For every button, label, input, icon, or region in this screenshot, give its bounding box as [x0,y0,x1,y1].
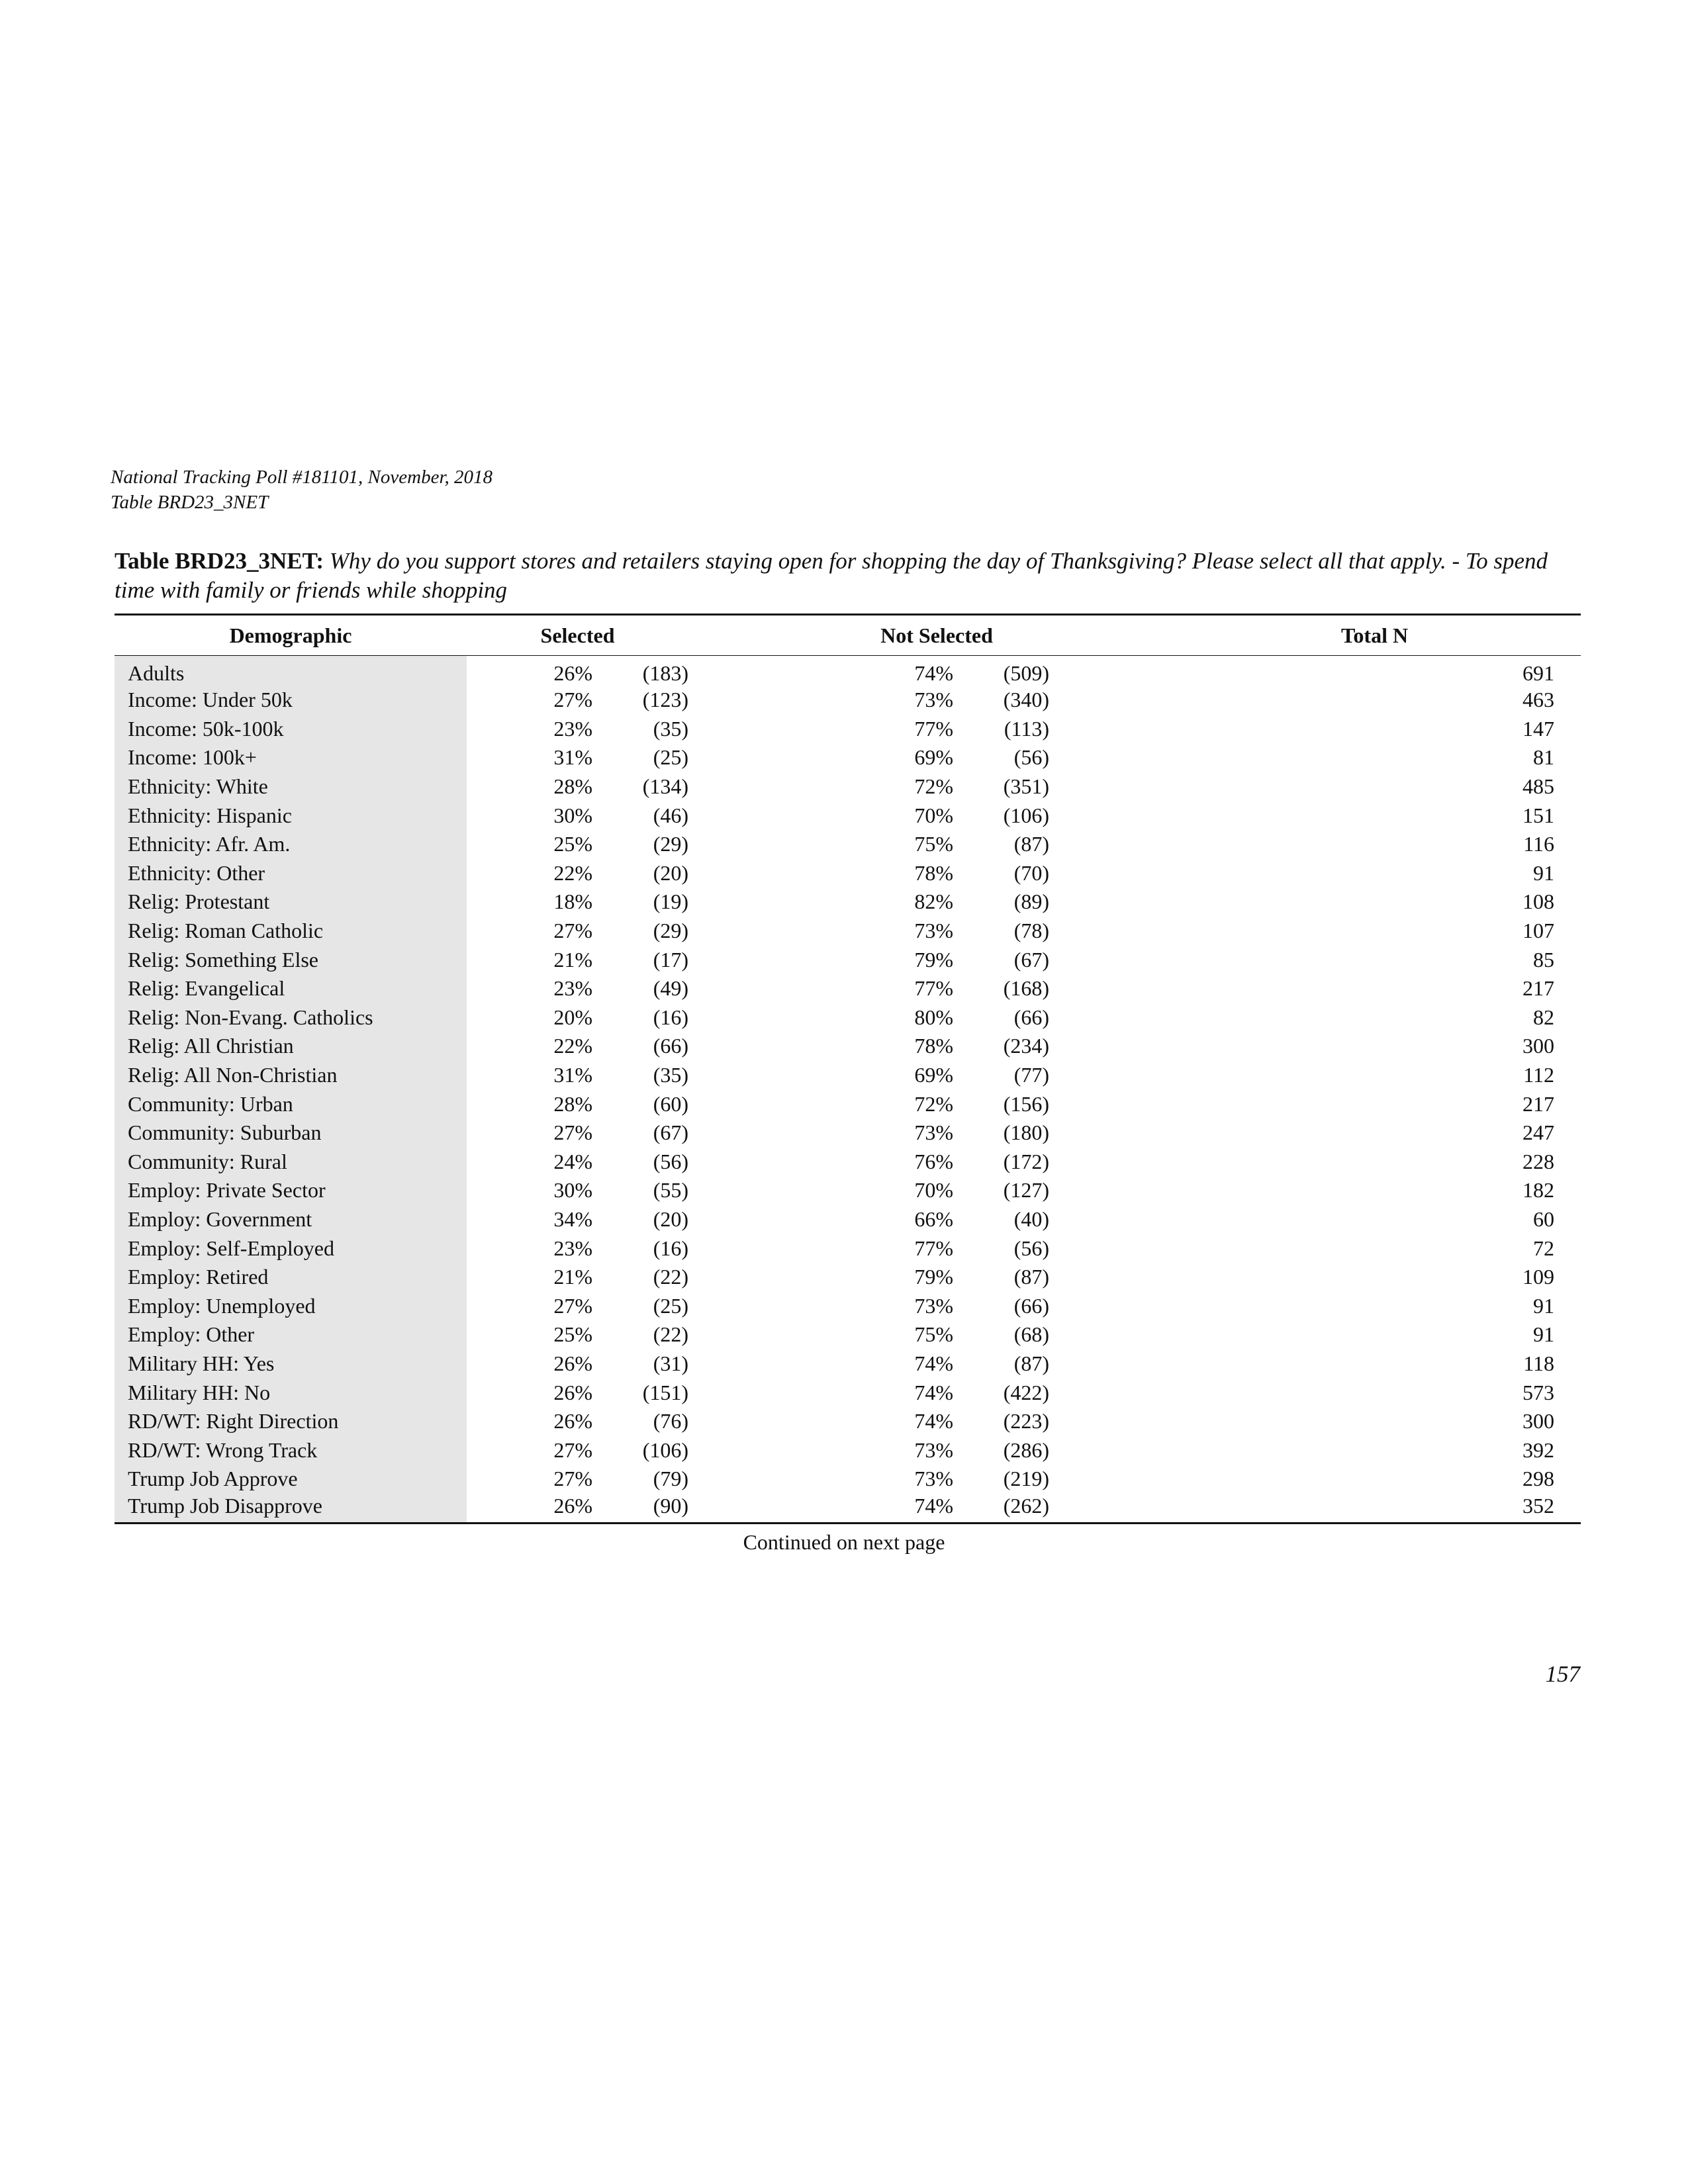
row-label: Ethnicity: White [115,772,467,801]
col-header-total: Total N [1049,615,1581,656]
not-selected-count: (78) [1013,919,1050,943]
selected-pct: 27% [553,1120,592,1145]
not-selected-count: (40) [1013,1206,1050,1231]
not-selected-pct: 79% [914,947,954,972]
total-n: 81 [1533,745,1555,770]
not-selected-count: (180) [1003,1120,1050,1145]
total-n: 118 [1523,1351,1555,1375]
row-label: Community: Suburban [115,1118,467,1148]
total-n: 217 [1523,1091,1555,1116]
not-selected-pct: 75% [914,832,954,856]
row-label: Adults [115,656,467,686]
not-selected-count: (68) [1013,1322,1050,1347]
total-n: 112 [1523,1063,1555,1087]
selected-pct: 31% [553,745,592,770]
table-row [115,1061,1581,1090]
total-n: 91 [1533,1322,1555,1347]
selected-count: (20) [653,1206,689,1231]
table-row [115,1089,1581,1118]
not-selected-count: (340) [1003,688,1050,712]
selected-count: (19) [653,889,689,914]
not-selected-count: (234) [1003,1034,1050,1058]
selected-count: (35) [653,716,689,741]
selected-count: (25) [653,745,689,770]
selected-pct: 24% [553,1149,592,1173]
table-row [115,1349,1581,1379]
not-selected-count: (70) [1013,860,1050,885]
selected-count: (31) [653,1351,689,1375]
not-selected-pct: 78% [914,1034,954,1058]
row-label: Ethnicity: Hispanic [115,801,467,830]
not-selected-pct: 69% [914,745,954,770]
selected-pct: 26% [553,661,592,685]
total-n: 182 [1523,1178,1555,1203]
total-n: 352 [1523,1493,1555,1518]
total-n: 463 [1523,688,1555,712]
total-n: 85 [1533,947,1555,972]
table-row [115,1465,1581,1494]
selected-count: (123) [642,688,689,712]
table-id: Table BRD23_3NET [111,492,269,513]
total-n: 60 [1533,1206,1555,1231]
table-header-row [115,615,1581,656]
selected-pct: 23% [553,976,592,1001]
total-n: 300 [1523,1034,1555,1058]
col-header-selected: Selected [467,615,688,656]
row-label: RD/WT: Wrong Track [115,1435,467,1465]
caption-question: Why do you support stores and retailers staying open for shopping the day of Thanksgiving? Please select all that apply. - To spend time with family or friends while shopping [115,548,1548,603]
total-n: 108 [1523,889,1555,914]
selected-pct: 22% [553,1034,592,1058]
not-selected-count: (67) [1013,947,1050,972]
selected-pct: 18% [553,889,592,914]
selected-pct: 25% [553,1322,592,1347]
table-row [115,974,1581,1003]
table-row [115,1032,1581,1061]
table-row [115,1378,1581,1407]
total-n: 72 [1533,1236,1555,1260]
total-n: 228 [1523,1149,1555,1173]
total-n: 116 [1523,832,1555,856]
table-row [115,772,1581,801]
not-selected-pct: 69% [914,1063,954,1087]
not-selected-count: (422) [1003,1380,1050,1404]
row-label: Relig: Something Else [115,945,467,974]
selected-pct: 30% [553,803,592,827]
total-n: 300 [1523,1409,1555,1433]
row-label: Employ: Government [115,1205,467,1234]
selected-pct: 27% [553,1437,592,1462]
not-selected-pct: 78% [914,860,954,885]
not-selected-pct: 80% [914,1005,954,1029]
total-n: 82 [1533,1005,1555,1029]
selected-count: (29) [653,832,689,856]
not-selected-pct: 79% [914,1265,954,1289]
not-selected-count: (286) [1003,1437,1050,1462]
total-n: 573 [1523,1380,1555,1404]
table-row [115,1205,1581,1234]
not-selected-pct: 74% [914,1409,954,1433]
not-selected-count: (127) [1003,1178,1050,1203]
not-selected-pct: 66% [914,1206,954,1231]
total-n: 298 [1523,1467,1555,1491]
selected-count: (183) [642,661,689,685]
row-label: Income: 100k+ [115,743,467,772]
not-selected-pct: 73% [914,1120,954,1145]
row-label: Community: Rural [115,1148,467,1177]
not-selected-count: (87) [1013,1351,1050,1375]
selected-count: (35) [653,1063,689,1087]
crosstab-table [115,614,1581,1522]
not-selected-pct: 70% [914,1178,954,1203]
col-header-not-selected: Not Selected [688,615,1049,656]
not-selected-count: (219) [1003,1467,1050,1491]
selected-pct: 25% [553,832,592,856]
table-row [115,656,1581,686]
not-selected-count: (172) [1003,1149,1050,1173]
row-label: Employ: Self-Employed [115,1234,467,1263]
selected-count: (106) [642,1437,689,1462]
selected-pct: 27% [553,688,592,712]
table-row [115,1176,1581,1205]
continued-note: Continued on next page [743,1530,945,1554]
row-label: Income: Under 50k [115,686,467,715]
not-selected-count: (66) [1013,1293,1050,1318]
selected-count: (17) [653,947,689,972]
not-selected-pct: 74% [914,1351,954,1375]
row-label: Military HH: No [115,1378,467,1407]
selected-pct: 31% [553,1063,592,1087]
crosstab-table-wrapper [115,614,1581,1524]
not-selected-count: (66) [1013,1005,1050,1029]
not-selected-count: (87) [1013,832,1050,856]
selected-pct: 34% [553,1206,592,1231]
total-n: 109 [1523,1265,1555,1289]
row-label: RD/WT: Right Direction [115,1407,467,1436]
table-row [115,1234,1581,1263]
table-row [115,1435,1581,1465]
selected-pct: 27% [553,1467,592,1491]
selected-count: (16) [653,1005,689,1029]
total-n: 151 [1523,803,1555,827]
not-selected-pct: 77% [914,716,954,741]
row-label: Employ: Other [115,1320,467,1349]
row-label: Ethnicity: Afr. Am. [115,830,467,859]
selected-pct: 28% [553,1091,592,1116]
not-selected-pct: 76% [914,1149,954,1173]
selected-count: (46) [653,803,689,827]
selected-pct: 23% [553,1236,592,1260]
selected-pct: 22% [553,860,592,885]
total-n: 107 [1523,919,1555,943]
selected-pct: 21% [553,947,592,972]
not-selected-pct: 72% [914,1091,954,1116]
row-label: Employ: Private Sector [115,1176,467,1205]
selected-count: (55) [653,1178,689,1203]
table-row [115,715,1581,744]
table-row [115,801,1581,830]
not-selected-pct: 73% [914,1437,954,1462]
row-label: Ethnicity: Other [115,859,467,888]
selected-pct: 27% [553,1293,592,1318]
not-selected-count: (89) [1013,889,1050,914]
col-header-demographic: Demographic [115,615,467,656]
not-selected-pct: 73% [914,919,954,943]
selected-count: (151) [642,1380,689,1404]
row-label: Employ: Unemployed [115,1291,467,1320]
table-row [115,686,1581,715]
selected-count: (29) [653,919,689,943]
selected-count: (60) [653,1091,689,1116]
not-selected-count: (156) [1003,1091,1050,1116]
not-selected-count: (87) [1013,1265,1050,1289]
not-selected-count: (351) [1003,774,1050,799]
total-n: 392 [1523,1437,1555,1462]
table-row [115,1291,1581,1320]
table-row [115,1494,1581,1523]
not-selected-pct: 75% [914,1322,954,1347]
selected-count: (49) [653,976,689,1001]
selected-count: (56) [653,1149,689,1173]
selected-count: (76) [653,1409,689,1433]
total-n: 691 [1523,661,1555,685]
selected-pct: 23% [553,716,592,741]
selected-pct: 27% [553,919,592,943]
table-caption [115,547,1581,605]
not-selected-count: (106) [1003,803,1050,827]
row-label: Relig: All Christian [115,1032,467,1061]
table-row [115,1148,1581,1177]
not-selected-count: (77) [1013,1063,1050,1087]
not-selected-pct: 73% [914,688,954,712]
not-selected-pct: 77% [914,1236,954,1260]
row-label: Employ: Retired [115,1263,467,1292]
not-selected-count: (223) [1003,1409,1050,1433]
table-body [115,656,1581,1523]
table-row [115,1003,1581,1032]
row-label: Trump Job Disapprove [115,1494,467,1523]
not-selected-pct: 74% [914,1380,954,1404]
selected-count: (90) [653,1493,689,1518]
row-label: Relig: All Non-Christian [115,1061,467,1090]
selected-count: (79) [653,1467,689,1491]
selected-count: (25) [653,1293,689,1318]
page-number: 157 [1545,1661,1580,1687]
selected-pct: 30% [553,1178,592,1203]
not-selected-count: (56) [1013,1236,1050,1260]
selected-pct: 26% [553,1351,592,1375]
not-selected-pct: 72% [914,774,954,799]
total-n: 247 [1523,1120,1555,1145]
table-row [115,1320,1581,1349]
row-label: Military HH: Yes [115,1349,467,1379]
selected-pct: 26% [553,1380,592,1404]
not-selected-pct: 82% [914,889,954,914]
not-selected-count: (168) [1003,976,1050,1001]
selected-count: (67) [653,1120,689,1145]
selected-count: (20) [653,860,689,885]
not-selected-pct: 74% [914,661,954,685]
not-selected-count: (113) [1004,716,1050,741]
not-selected-pct: 70% [914,803,954,827]
table-row [115,1407,1581,1436]
table-row [115,887,1581,917]
table-row [115,945,1581,974]
poll-title: National Tracking Poll #181101, November, 2018 [111,467,493,488]
not-selected-pct: 77% [914,976,954,1001]
selected-pct: 21% [553,1265,592,1289]
selected-pct: 26% [553,1493,592,1518]
not-selected-count: (262) [1003,1493,1050,1518]
selected-count: (22) [653,1265,689,1289]
selected-count: (66) [653,1034,689,1058]
total-n: 91 [1533,860,1555,885]
table-row [115,743,1581,772]
not-selected-count: (56) [1013,745,1050,770]
row-label: Relig: Roman Catholic [115,917,467,946]
row-label: Community: Urban [115,1089,467,1118]
table-row [115,859,1581,888]
total-n: 147 [1523,716,1555,741]
selected-count: (134) [642,774,689,799]
not-selected-pct: 73% [914,1467,954,1491]
not-selected-pct: 73% [914,1293,954,1318]
total-n: 91 [1533,1293,1555,1318]
row-label: Income: 50k-100k [115,715,467,744]
table-row [115,830,1581,859]
running-header [111,465,492,515]
total-n: 217 [1523,976,1555,1001]
selected-pct: 20% [553,1005,592,1029]
caption-lead: Table BRD23_3NET: [115,548,324,574]
not-selected-pct: 74% [914,1493,954,1518]
table-row [115,917,1581,946]
total-n: 485 [1523,774,1555,799]
not-selected-count: (509) [1003,661,1050,685]
row-label: Trump Job Approve [115,1465,467,1494]
selected-pct: 26% [553,1409,592,1433]
selected-count: (22) [653,1322,689,1347]
selected-pct: 28% [553,774,592,799]
table-row [115,1263,1581,1292]
row-label: Relig: Evangelical [115,974,467,1003]
row-label: Relig: Non-Evang. Catholics [115,1003,467,1032]
table-bottom-rule [115,1522,1581,1524]
row-label: Relig: Protestant [115,887,467,917]
selected-count: (16) [653,1236,689,1260]
table-row [115,1118,1581,1148]
